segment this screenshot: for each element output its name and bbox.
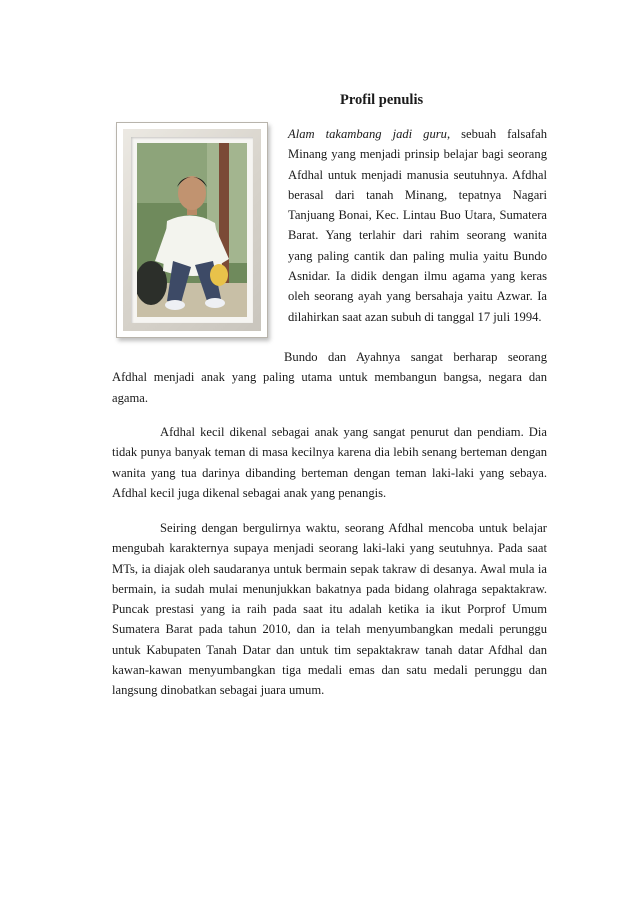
paragraph-intro	[288, 124, 547, 327]
paragraph-sepaktakraw: Seiring dengan bergulirnya waktu, seorang Afdhal mencoba untuk belajar mengubah karakternya supaya menjadi seorang laki-laki yang seutuhnya. Pada saat MTs, ia diajak oleh saudaranya untuk bermain sepak takraw di desanya. Awal mula ia bermain, ia sudah mulai menunjukkan bakatnya pada bidang olahraga sepaktakraw. Puncak prestasi yang ia raih pada saat itu adalah ketika ia ikut Porprof Umum Sumatera Barat pada tahun 2010, dan ia telah menyumbangkan medali perunggu untuk Kabupaten Tanah Datar dan untuk tim sepaktakraw tanah datar Afdhal dan kawan-kawan menyumbangkan tiga medali emas dan satu medali perunggu dan langsung dinobatkan sebagai juara umum.	[112, 521, 547, 698]
portrait-illustration	[137, 143, 247, 317]
photo-mat	[123, 129, 261, 331]
page-title: Profil penulis	[340, 92, 424, 108]
paragraph-intro-text: , sebuah falsafah Minang yang menjadi prinsip belajar bagi seorang Afdhal untuk menjadi manusia seutuhnya. Afdhal berasal dari tanah Minang, tepatnya Nagari Tanjuang Bonai, Kec. Lintau Buo Utara, Sumatera Barat. Yang terlahir dari rahim seorang wanita yang paling cantik dan paling mulia yaitu Bundo Asnidar. Ia didik dengan ilmu agama yang keras oleh seorang ayah yang bersahaja yaitu Azwar. Ia dilahirkan saat azan subuh di tanggal 17 juli 1994.	[288, 127, 547, 324]
paragraph-childhood: Afdhal kecil dikenal sebagai anak yang sangat penurut dan pendiam. Dia tidak punya banyak teman di masa kecilnya karena dia lebih senang berteman dengan wanita yang tua darinya dibanding berteman dengan teman laki-laki yang sebaya. Afdhal kecil juga dikenal sebagai anak yang penangis.	[112, 425, 547, 500]
author-portrait-photo	[137, 143, 247, 317]
paragraph-intro-continued: Bundo dan Ayahnya sangat berharap seorang Afdhal menjadi anak yang paling utama untuk membangun bangsa, negara dan agama.	[112, 350, 547, 405]
author-photo-frame	[116, 122, 268, 338]
italic-lead-phrase: Alam takambang jadi guru	[288, 127, 447, 141]
